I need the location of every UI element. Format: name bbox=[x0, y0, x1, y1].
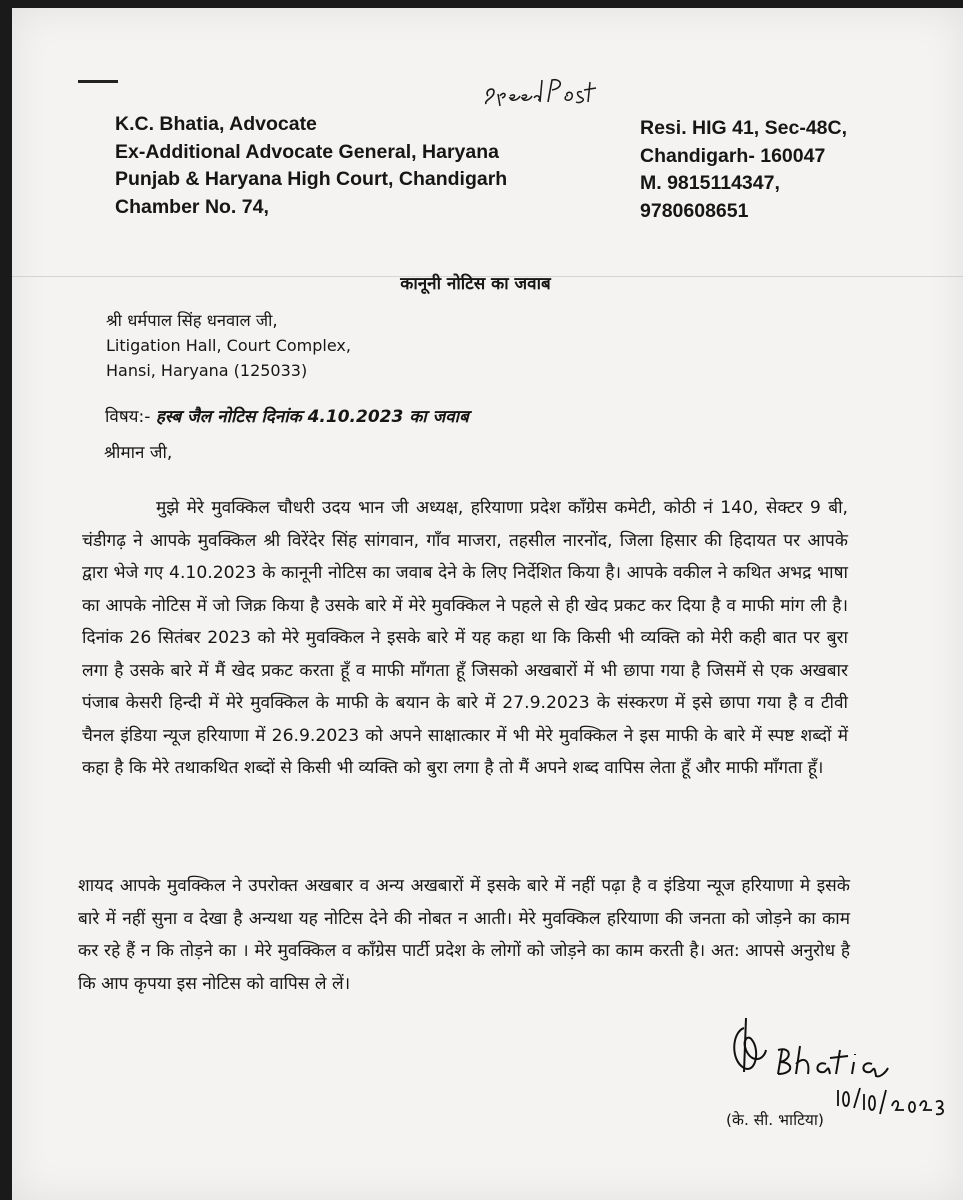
contact-city: Chandigarh- 160047 bbox=[640, 144, 826, 167]
contact-mobile-2: 9780608651 bbox=[640, 199, 749, 222]
addressee-line-1: Litigation Hall, Court Complex, bbox=[106, 336, 351, 355]
handwritten-signature bbox=[730, 1010, 950, 1120]
body-paragraph-2: शायद आपके मुवक्किल ने उपरोक्त अखबार व अन्य अखबारों में इसके बारे में नहीं पढ़ा है व इंडिया न्यूज हरियाणा मे इसके बारे में नहीं सुना व देखा है अन्यथा यह नोटिस देने की नोबत न आती। मेरे मुवक्किल हरियाणा की जनता को जोड़ने का काम कर रहे हैं न कि तोड़ने का । मेरे मुवक्किल व काँग्रेस पार्टी प्रदेश के लोगों को जोड़ने का काम करती है। अत: आपसे अनुरोध है कि आप कृपया इस नोटिस को वापिस ले लें। bbox=[78, 876, 850, 994]
contact-residence: Resi. HIG 41, Sec-48C, bbox=[640, 117, 848, 139]
subject-label: विषय:- bbox=[105, 407, 156, 427]
sender-block bbox=[115, 111, 507, 221]
salutation: श्रीमान जी, bbox=[104, 443, 173, 463]
speed-post-handwritten-mark bbox=[482, 74, 612, 108]
contact-block bbox=[640, 115, 847, 225]
body-paragraph-1: मुझे मेरे मुवक्किल चौधरी उदय भान जी अध्यक्ष, हरियाणा प्रदेश काँग्रेस कमेटी, कोठी नं 140, सेक्टर 9 बी, चंडीगढ़ ने आपके मुवक्किल श्री विरेंदेर सिंह सांगवान, गाँव माजरा, तहसील नारनोंद, जिला हिसार की हिदायत पर आपके द्वारा भेजे गए 4.10.2023 के कानूनी नोटिस का जवाब देने के लिए निर्देशित किया है। आपके वकील ने कथित अभद्र भाषा का आपके नोटिस में जो जिक्र किया है उसके बारे में मेरे मुवक्किल ने पहले से ही खेद प्रकट कर दिया है व माफी मांग ली है। दिनांक 26 सितंबर 2023 को मेरे मुवक्किल ने इसके बारे में यह कहा था कि किसी भी व्यक्ति को मेरी कही बात पर बुरा लगा है उसके बारे में मैं खेद प्रकट करता हूँ व माफी माँगता हूँ जिसको अखबारों में भी छापा गया है जिसमें से एक अखबार पंजाब केसरी हिन्दी में मेरे मुवक्किल के माफी के बयान के बारे में 27.9.2023 के संस्करण में इसे छापा गया है व टीवी चैनल इंडिया न्यूज हरियाणा में 26.9.2023 को अपने साक्षात्कार में भी मेरे मुवक्किल ने इस माफी के बारे में स्पष्ट शब्दों में कहा है कि मेरे तथाकथित शब्दों से किसी भी व्यक्ति को बुरा लगा है तो मैं अपने शब्द वापिस लेता हूँ और माफी माँगता हूँ। bbox=[82, 498, 848, 778]
addressee-block bbox=[106, 308, 351, 383]
signatory-name: (के. सी. भाटिया) bbox=[726, 1111, 824, 1129]
subject-text: हस्ब जैल नोटिस दिनांक 4.10.2023 का जवाब bbox=[155, 407, 469, 427]
margin-mark bbox=[78, 80, 118, 83]
sender-name: K.C. Bhatia, Advocate bbox=[115, 113, 317, 135]
sender-chamber: Chamber No. 74, bbox=[115, 195, 269, 218]
addressee-name: श्री धर्मपाल सिंह धनवाल जी, bbox=[106, 311, 278, 330]
sender-designation: Ex-Additional Advocate General, Haryana bbox=[115, 140, 499, 163]
letter-title: कानूनी नोटिस का जवाब bbox=[400, 274, 551, 294]
contact-mobile: M. 9815114347, bbox=[640, 172, 780, 194]
subject-line bbox=[105, 404, 469, 427]
sender-court: Punjab & Haryana High Court, Chandigarh bbox=[115, 168, 508, 190]
addressee-line-2: Hansi, Haryana (125033) bbox=[106, 361, 308, 380]
